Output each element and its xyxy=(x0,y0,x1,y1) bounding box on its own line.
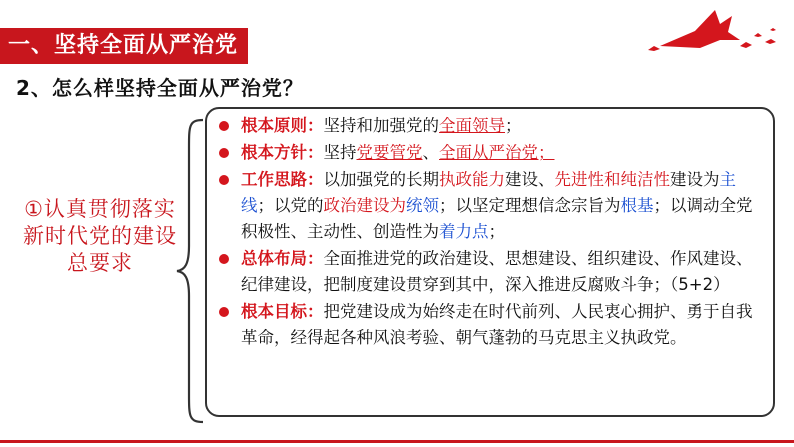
list-item-approach xyxy=(219,167,765,245)
left-label-line-3: 总要求 xyxy=(67,251,133,275)
item-highlight: 全面从严治党； xyxy=(439,143,555,162)
item-highlight: 统领 xyxy=(406,196,439,215)
item-text: 建设、 xyxy=(505,170,555,189)
bullet-dot-icon xyxy=(219,121,229,131)
red-doves-icon xyxy=(640,6,790,56)
item-text: ； xyxy=(488,222,505,241)
item-text: 坚持和加强党的 xyxy=(323,116,439,135)
curly-brace-icon xyxy=(175,118,205,424)
item-text: ；以调动全党积极性、主动性、创造性为 xyxy=(241,196,753,241)
item-label: 根本方针： xyxy=(241,143,324,162)
item-highlight: 先进性和纯洁性 xyxy=(554,170,670,189)
item-label: 根本目标： xyxy=(241,302,324,321)
item-highlight: 政治建设为 xyxy=(323,196,406,215)
item-text: 把党建设成为始终走在时代前列、人民衷心拥护、勇于自我革命，经得起各种风浪考验、朝气蓬勃的马克思主义执政党。 xyxy=(241,302,753,347)
bullet-dot-icon xyxy=(219,148,229,158)
question-heading: 2、怎么样坚持全面从严治党？ xyxy=(16,76,304,100)
list-item-principle xyxy=(219,113,765,139)
item-highlight: 根基 xyxy=(620,196,654,215)
item-text: 建设为 xyxy=(670,170,720,189)
bullet-dot-icon xyxy=(219,307,229,317)
left-label xyxy=(14,196,186,277)
section-title-banner: 一、坚持全面从严治党 xyxy=(0,28,248,64)
item-text: 以加强党的长期 xyxy=(323,170,439,189)
item-highlight: 执政能力 xyxy=(439,170,505,189)
bullet-dot-icon xyxy=(219,175,229,185)
item-text: 、 xyxy=(422,143,439,162)
list-item-layout xyxy=(219,246,765,298)
left-label-line-2: 新时代党的建设 xyxy=(23,224,177,248)
item-label: 工作思路： xyxy=(241,170,324,189)
item-highlight: 主线 xyxy=(241,170,736,215)
item-highlight: 党要管党 xyxy=(356,143,423,162)
list-item-policy xyxy=(219,140,765,166)
item-text: ； xyxy=(505,116,522,135)
item-text: 坚持 xyxy=(323,143,357,162)
item-text: 全面推进党的政治建设、思想建设、组织建设、作风建设、纪律建设，把制度建设贯穿到其中，深入推进反腐败斗争；（5+2） xyxy=(241,249,753,294)
item-highlight: 全面领导 xyxy=(439,116,505,135)
item-text: ；以党的 xyxy=(257,196,324,215)
item-label: 根本原则： xyxy=(241,116,324,135)
item-highlight: 着力点 xyxy=(439,222,489,241)
item-label: 总体布局： xyxy=(241,249,324,268)
item-text: ；以坚定理想信念宗旨为 xyxy=(439,196,621,215)
bullet-dot-icon xyxy=(219,254,229,264)
bottom-divider xyxy=(0,440,794,443)
content-box xyxy=(205,107,775,417)
left-label-line-1: ①认真贯彻落实 xyxy=(24,197,176,221)
list-item-goal xyxy=(219,299,765,351)
